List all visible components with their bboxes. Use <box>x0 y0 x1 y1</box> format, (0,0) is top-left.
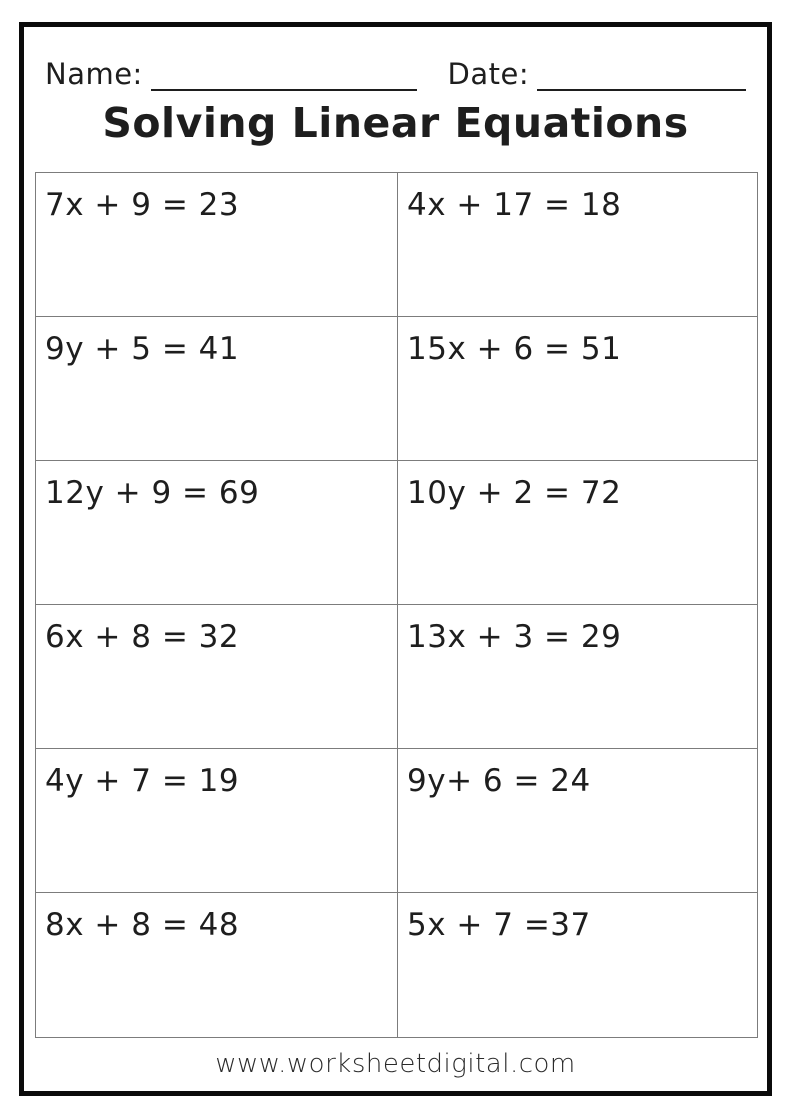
name-label: Name: <box>45 56 143 91</box>
equation-cell-2: 4x + 17 = 18 <box>398 173 757 317</box>
header-row <box>45 55 746 91</box>
equation-cell-4: 15x + 6 = 51 <box>398 317 757 461</box>
worksheet-page-frame <box>19 22 772 1096</box>
equation-cell-12: 5x + 7 =37 <box>407 907 591 943</box>
page-title: Solving Linear Equations <box>102 99 689 147</box>
equation-cell-3: 9y + 5 = 41 <box>36 317 398 461</box>
equation-cell-6: 10y + 2 = 72 <box>398 461 757 605</box>
date-label: Date: <box>447 56 530 91</box>
equation-cell-10: 9y+ 6 = 24 <box>398 749 757 893</box>
name-write-line <box>151 55 417 91</box>
equation-cell-5: 12y + 9 = 69 <box>36 461 398 605</box>
equation-cell-11: 8x + 8 = 48 <box>36 893 398 1037</box>
date-write-line <box>537 55 746 91</box>
problems-grid <box>35 172 758 1038</box>
equation-cell-8: 13x + 3 = 29 <box>398 605 757 749</box>
equation-cell-7: 6x + 8 = 32 <box>36 605 398 749</box>
equation-cell-1: 7x + 9 = 23 <box>36 173 398 317</box>
equation-cell-9: 4y + 7 = 19 <box>36 749 398 893</box>
footer-website-url: www.worksheetdigital.com <box>215 1049 576 1079</box>
worksheet-content <box>24 27 767 1091</box>
